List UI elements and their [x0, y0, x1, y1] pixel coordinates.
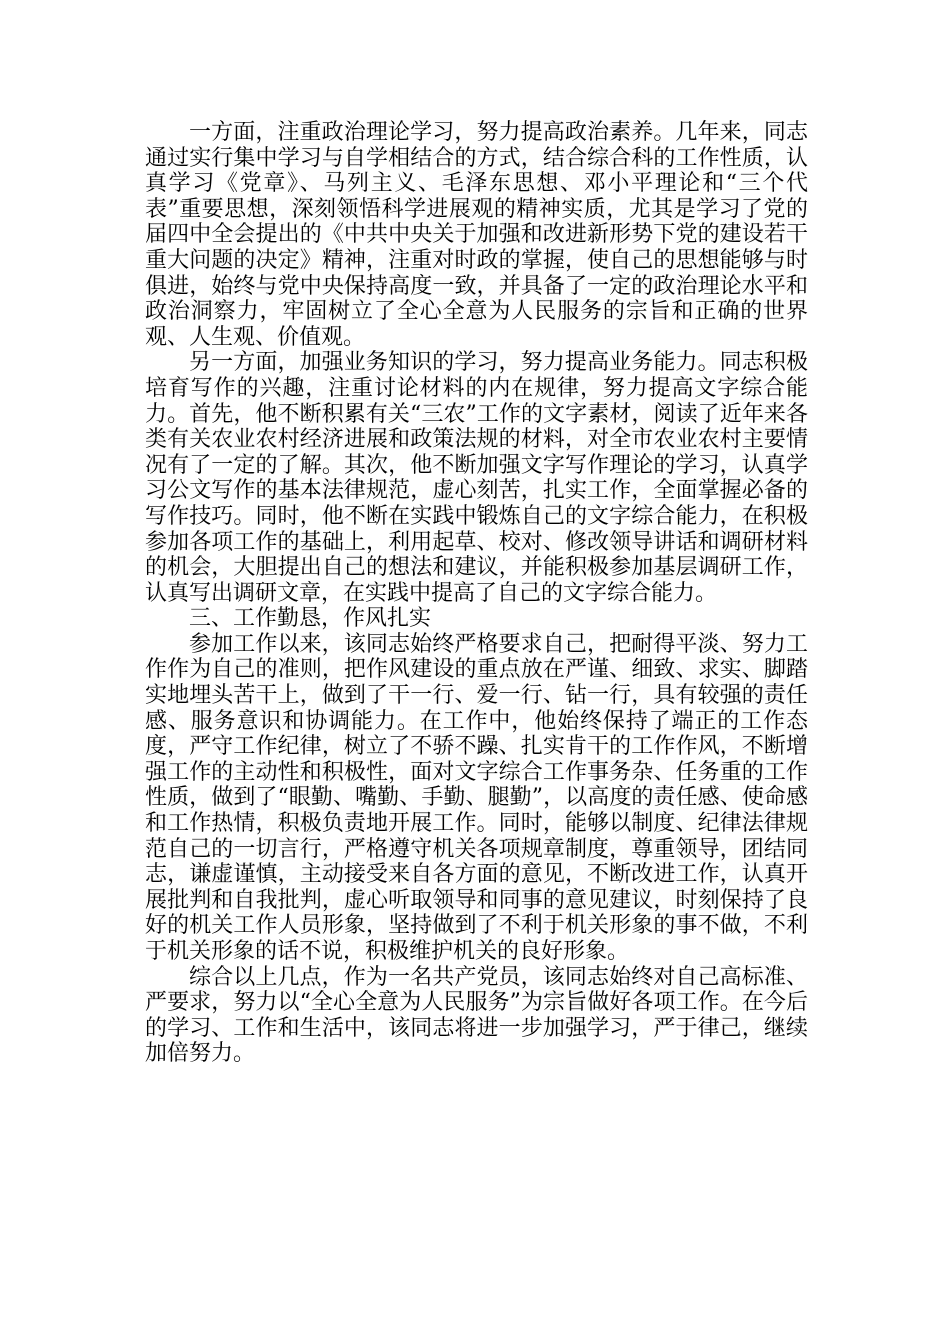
section-heading-work-style: 三、工作勤恳，作风扎实 [189, 606, 432, 632]
paragraph-work-attitude: 参加工作以来，该同志始终严格要求自己，把耐得平淡、努力工作作为自己的准则，把作风建设的重点放在严谨、细致、求实、脚踏实地埋头苦干上，做到了干一行、爱一行、钻一行，具有较强的责任感、服务意识和协调能力。在工作中，他始终保持了端正的工作态度，严守工作纪律，树立了不骄不躁、扎实肯干的工作作风，不断增强工作的主动性和积极性，面对文字综合工作事务杂、任务重的工作性质，做到了“眼勤、嘴勤、手勤、腿勤”，以高度的责任感、使命感和工作热情，积极负责地开展工作。同时，能够以制度、纪律法律规范自己的一切言行，严格遵守机关各项规章制度，尊重领导，团结同志，谦虚谨慎，主动接受来自各方面的意见，不断改进工作，认真开展批判和自我批判，虚心听取领导和同事的意见建议，时刻保持了良好的机关工作人员形象，坚持做到了不利于机关形象的事不做，不利于机关形象的话不说，积极维护机关的良好形象。 [145, 631, 808, 964]
paragraph-business-study: 另一方面，加强业务知识的学习，努力提高业务能力。同志积极培育写作的兴趣，注重讨论材料的内在规律，努力提高文字综合能力。首先，他不断积累有关“三农”工作的文字素材，阅读了近年来各类有关农业农村经济进展和政策法规的材料，对全市农业农村主要情况有了一定的了解。其次，他不断加强文字写作理论的学习，认真学习公文写作的基本法律规范，虚心刻苦，扎实工作，全面掌握必备的写作技巧。同时，他不断在实践中锻炼自己的文字综合能力，在积极参加各项工作的基础上，利用起草、校对、修改领导讲话和调研材料的机会，大胆提出自己的想法和建议，并能积极参加基层调研工作，认真写出调研文章，在实践中提高了自己的文字综合能力。 [145, 350, 808, 606]
document-page [145, 120, 808, 1067]
paragraph-summary: 综合以上几点，作为一名共产党员，该同志始终对自己高标准、严要求，努力以“全心全意为人民服务”为宗旨做好各项工作。在今后的学习、工作和生活中，该同志将进一步加强学习，严于律己，继续加倍努力。 [145, 964, 808, 1067]
paragraph-political-study: 一方面，注重政治理论学习，努力提高政治素养。几年来，同志通过实行集中学习与自学相结合的方式，结合综合科的工作性质，认真学习《党章》、马列主义、毛泽东思想、邓小平理论和“三个代表”重要思想，深刻领悟科学进展观的精神实质，尤其是学习了党的届四中全会提出的《中共中央关于加强和改进新形势下党的建设若干重大问题的决定》精神，注重对时政的掌握，使自己的思想能够与时俱进，始终与党中央保持高度一致，并具备了一定的政治理论水平和政治洞察力，牢固树立了全心全意为人民服务的宗旨和正确的世界观、人生观、价值观。 [145, 120, 808, 350]
